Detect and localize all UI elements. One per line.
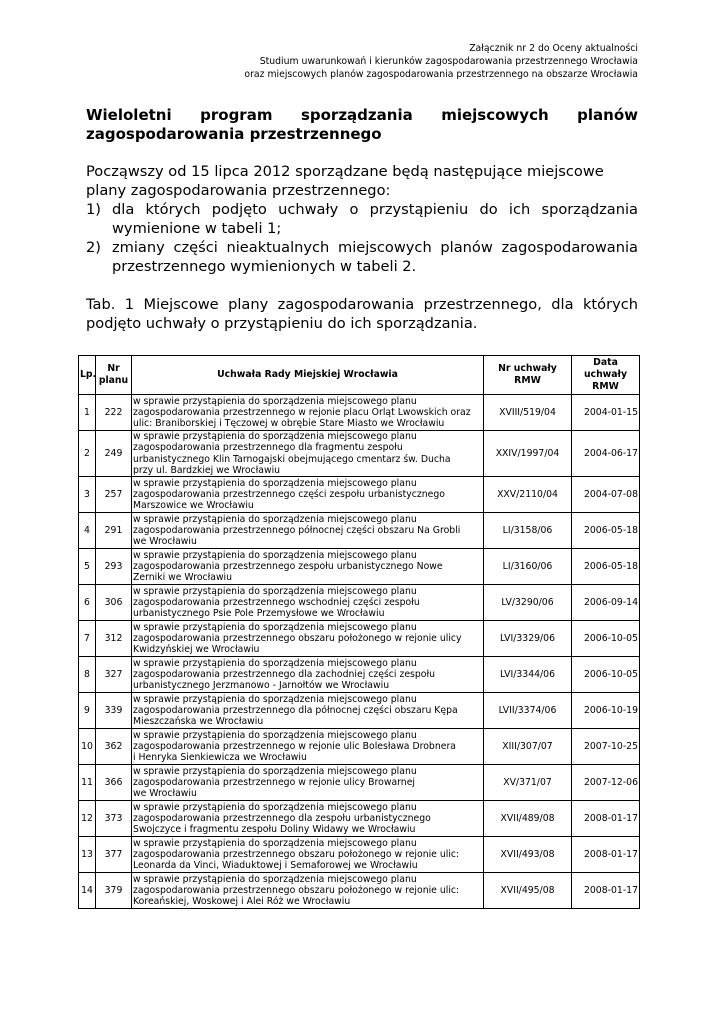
- row-resolution-title: [132, 873, 484, 909]
- row-resolution-date: 2004-01-15: [572, 395, 640, 431]
- row-lp: 5: [79, 549, 96, 585]
- row-plan-number: 339: [96, 693, 132, 729]
- row-resolution-date: 2008-01-17: [572, 837, 640, 873]
- table-row: [79, 395, 640, 431]
- header-line: Załącznik nr 2 do Oceny aktualności: [469, 43, 638, 54]
- table-row: [79, 837, 640, 873]
- resolution-text-line: w sprawie przystąpienia do sporządzenia miejscowego planu: [133, 431, 417, 442]
- row-resolution-title: [132, 801, 484, 837]
- row-resolution-number: XVII/495/08: [484, 873, 572, 909]
- row-resolution-title: [132, 693, 484, 729]
- row-lp: 11: [79, 765, 96, 801]
- resolution-text-line: Żerniki we Wrocławiu: [133, 572, 233, 584]
- row-resolution-title: [132, 431, 484, 477]
- title-word: planów: [577, 106, 638, 124]
- resolution-text-line: w sprawie przystąpienia do sporządzenia miejscowego planu: [133, 873, 417, 885]
- row-lp: 3: [79, 477, 96, 513]
- row-resolution-number: LVI/3344/06: [484, 657, 572, 693]
- intro-text: Począwszy od 15 lipca 2012 sporządzane będą następujące miejscowe: [86, 163, 604, 180]
- resolution-text-line: zagospodarowania przestrzennego wschodniej części zespołu: [133, 597, 420, 609]
- row-resolution-title: [132, 395, 484, 431]
- header-text: uchwały: [583, 369, 628, 380]
- caption-line: Tab. 1 Miejscowe plany zagospodarowania przestrzennego, dla których: [86, 296, 638, 313]
- row-resolution-date: 2004-06-17: [572, 431, 640, 477]
- table-row: [79, 585, 640, 621]
- header-resolution: Uchwała Rady Miejskiej Wrocławia: [132, 356, 484, 395]
- row-resolution-title: [132, 729, 484, 765]
- plans-table: [78, 355, 640, 909]
- row-lp: 12: [79, 801, 96, 837]
- caption-line: podjęto uchwały o przystąpieniu do ich sporządzania.: [86, 315, 478, 332]
- document-title: [86, 106, 638, 144]
- resolution-text-line: w sprawie przystąpienia do sporządzenia miejscowego planu: [133, 837, 417, 849]
- row-plan-number: 377: [96, 837, 132, 873]
- list-text: zmiany części nieaktualnych miejscowych planów zagospodarowania: [112, 239, 638, 256]
- row-resolution-date: 2007-12-06: [572, 765, 640, 801]
- row-resolution-number: XVII/489/08: [484, 801, 572, 837]
- row-resolution-date: 2006-09-14: [572, 585, 640, 621]
- title-line: zagospodarowania przestrzennego: [86, 125, 382, 143]
- row-resolution-date: 2008-01-17: [572, 873, 640, 909]
- row-resolution-title: [132, 765, 484, 801]
- resolution-text-line: przy ul. Bardzkiej we Wrocławiu: [133, 464, 281, 476]
- row-lp: 4: [79, 513, 96, 549]
- resolution-text-line: zagospodarowania przestrzennego północnej części obszaru Na Grobli: [133, 525, 461, 537]
- row-resolution-date: 2004-07-08: [572, 477, 640, 513]
- row-resolution-title: [132, 585, 484, 621]
- resolution-text-line: ulic: Braniborskiej i Tęczowej w obrębie Stare Miasto we Wrocławiu: [133, 418, 445, 430]
- row-resolution-title: [132, 657, 484, 693]
- resolution-text-line: urbanistycznego Jerzmanowo - Jarnołtów we Wrocławiu: [133, 680, 390, 692]
- row-lp: 7: [79, 621, 96, 657]
- header-resolution-date: [572, 356, 640, 395]
- resolution-text-line: Mieszczańska we Wrocławiu: [133, 716, 264, 728]
- resolution-text-line: Swojczyce i fragmentu zespołu Doliny Widawy we Wrocławiu: [133, 824, 416, 836]
- row-resolution-number: LV/3290/06: [484, 585, 572, 621]
- list-item: [86, 200, 638, 238]
- row-plan-number: 379: [96, 873, 132, 909]
- resolution-text-line: zagospodarowania przestrzennego w rejonie ulicy Browarnej: [133, 777, 415, 789]
- resolution-text-line: zagospodarowania przestrzennego obszaru położonego w rejonie ulic:: [133, 885, 460, 897]
- table-row: [79, 477, 640, 513]
- row-plan-number: 257: [96, 477, 132, 513]
- resolution-text-line: w sprawie przystąpienia do sporządzenia miejscowego planu: [133, 801, 417, 813]
- title-word: sporządzania: [300, 106, 413, 124]
- attachment-header: [244, 42, 638, 81]
- intro-line: plany zagospodarowania przestrzennego:: [86, 182, 391, 199]
- resolution-text-line: zagospodarowania przestrzennego w rejonie placu Orląt Lwowskich oraz: [133, 406, 471, 418]
- resolution-text-line: zagospodarowania przestrzennego dla zachodniej części zespołu: [133, 669, 436, 681]
- row-resolution-number: XXIV/1997/04: [484, 431, 572, 477]
- resolution-text-line: w sprawie przystąpienia do sporządzenia miejscowego planu: [133, 657, 417, 669]
- resolution-text-line: w sprawie przystąpienia do sporządzenia miejscowego planu: [133, 729, 417, 741]
- row-resolution-number: XVIII/519/04: [484, 395, 572, 431]
- table-row: [79, 621, 640, 657]
- resolution-text-line: zagospodarowania przestrzennego obszaru położonego w rejonie ulicy: [133, 633, 462, 645]
- row-lp: 10: [79, 729, 96, 765]
- title-word: miejscowych: [441, 106, 549, 124]
- row-plan-number: 362: [96, 729, 132, 765]
- row-lp: 14: [79, 873, 96, 909]
- row-lp: 6: [79, 585, 96, 621]
- row-resolution-title: [132, 549, 484, 585]
- resolution-text-line: w sprawie przystąpienia do sporządzenia miejscowego planu: [133, 477, 417, 489]
- resolution-text-line: w sprawie przystąpienia do sporządzenia miejscowego planu: [133, 513, 417, 525]
- header-text: RMW: [592, 381, 619, 392]
- list-text: dla których podjęto uchwały o przystąpieniu do ich sporządzania: [112, 201, 638, 218]
- row-resolution-number: LI/3158/06: [484, 513, 572, 549]
- resolution-text-line: Leonarda da Vinci, Wiaduktowej i Semaforowej we Wrocławiu: [133, 860, 418, 872]
- row-lp: 13: [79, 837, 96, 873]
- row-resolution-number: LI/3160/06: [484, 549, 572, 585]
- resolution-text-line: urbanistycznego Klin Tarnogajski obejmującego cmentarz św. Ducha: [133, 453, 451, 465]
- list-number: 2): [86, 239, 101, 256]
- table-caption: [86, 295, 638, 333]
- row-resolution-title: [132, 621, 484, 657]
- list-item: [86, 238, 638, 276]
- row-resolution-title: [132, 513, 484, 549]
- header-text: Data: [593, 357, 618, 368]
- table-row: [79, 431, 640, 477]
- title-word: Wieloletni: [86, 106, 172, 124]
- resolution-text-line: Marszowice we Wrocławiu: [133, 500, 254, 512]
- row-resolution-number: LVI/3329/06: [484, 621, 572, 657]
- row-resolution-date: 2006-10-19: [572, 693, 640, 729]
- table-row: [79, 693, 640, 729]
- resolution-text-line: zagospodarowania przestrzennego dla północnej części obszaru Kępa: [133, 705, 458, 717]
- list-text: przestrzennego wymienionych w tabeli 2.: [112, 258, 417, 275]
- row-resolution-number: XV/371/07: [484, 765, 572, 801]
- intro-line: [86, 162, 638, 181]
- resolution-text-line: we Wrocławiu: [133, 536, 197, 548]
- header-lp: Lp.: [79, 356, 96, 395]
- resolution-text-line: zagospodarowania przestrzennego obszaru położonego w rejonie ulic:: [133, 849, 460, 861]
- header-text: planu: [98, 375, 129, 386]
- resolution-text-line: zagospodarowania przestrzennego zespołu urbanistycznego Nowe: [133, 561, 443, 573]
- row-plan-number: 306: [96, 585, 132, 621]
- row-plan-number: 249: [96, 431, 132, 477]
- row-resolution-date: 2006-05-18: [572, 513, 640, 549]
- row-resolution-title: [132, 837, 484, 873]
- resolution-text-line: w sprawie przystąpienia do sporządzenia miejscowego planu: [133, 395, 417, 407]
- resolution-text-line: i Henryka Sienkiewicza we Wrocławiu: [133, 752, 307, 764]
- resolution-text-line: urbanistycznego Psie Pole Przemysłowe we Wrocławiu: [133, 608, 385, 620]
- resolution-text-line: we Wrocławiu: [133, 788, 197, 800]
- resolution-text-line: Koreańskiej, Woskowej i Alei Róż we Wrocławiu: [133, 896, 351, 908]
- row-plan-number: 327: [96, 657, 132, 693]
- header-text: Nr uchwały: [498, 363, 557, 374]
- header-text: Nr: [107, 363, 120, 374]
- resolution-text-line: zagospodarowania przestrzennego dla zespołu urbanistycznego: [133, 813, 431, 825]
- table-row: [79, 657, 640, 693]
- row-plan-number: 291: [96, 513, 132, 549]
- row-plan-number: 293: [96, 549, 132, 585]
- resolution-text-line: zagospodarowania przestrzennego w rejonie ulic Bolesława Drobnera: [133, 741, 456, 753]
- table-row: [79, 549, 640, 585]
- intro-paragraph: [86, 162, 638, 276]
- row-resolution-number: XIII/307/07: [484, 729, 572, 765]
- table-body: [79, 395, 640, 909]
- resolution-text-line: zagospodarowania przestrzennego dla fragmentu zespołu: [133, 442, 403, 454]
- list-text: wymienione w tabeli 1;: [112, 220, 282, 237]
- header-resolution-number: [484, 356, 572, 395]
- list-number: 1): [86, 201, 101, 218]
- row-resolution-date: 2006-10-05: [572, 621, 640, 657]
- row-resolution-title: [132, 477, 484, 513]
- header-line: Studium uwarunkowań i kierunków zagospodarowania przestrzennego Wrocławia: [259, 56, 638, 67]
- table-row: [79, 801, 640, 837]
- row-lp: 2: [79, 431, 96, 477]
- resolution-text-line: zagospodarowania przestrzennego części zespołu urbanistycznego: [133, 489, 445, 501]
- header-line: oraz miejscowych planów zagospodarowania przestrzennego na obszarze Wrocławia: [244, 69, 638, 80]
- table-header-row: [79, 356, 640, 395]
- row-plan-number: 222: [96, 395, 132, 431]
- row-resolution-date: 2007-10-25: [572, 729, 640, 765]
- table-row: [79, 765, 640, 801]
- row-resolution-date: 2006-10-05: [572, 657, 640, 693]
- row-lp: 1: [79, 395, 96, 431]
- table-row: [79, 873, 640, 909]
- row-resolution-date: 2006-05-18: [572, 549, 640, 585]
- row-lp: 8: [79, 657, 96, 693]
- table-row: [79, 729, 640, 765]
- row-resolution-number: LVII/3374/06: [484, 693, 572, 729]
- row-resolution-date: 2008-01-17: [572, 801, 640, 837]
- table-row: [79, 513, 640, 549]
- resolution-text-line: Kwidzyńskiej we Wrocławiu: [133, 644, 260, 656]
- resolution-text-line: w sprawie przystąpienia do sporządzenia miejscowego planu: [133, 549, 417, 561]
- resolution-text-line: w sprawie przystąpienia do sporządzenia miejscowego planu: [133, 621, 417, 633]
- row-plan-number: 312: [96, 621, 132, 657]
- header-plan-number: [96, 356, 132, 395]
- resolution-text-line: w sprawie przystąpienia do sporządzenia miejscowego planu: [133, 765, 417, 777]
- row-plan-number: 373: [96, 801, 132, 837]
- row-lp: 9: [79, 693, 96, 729]
- row-plan-number: 366: [96, 765, 132, 801]
- header-text: RMW: [514, 375, 541, 386]
- resolution-text-line: w sprawie przystąpienia do sporządzenia miejscowego planu: [133, 693, 417, 705]
- row-resolution-number: XXV/2110/04: [484, 477, 572, 513]
- title-word: program: [200, 106, 273, 124]
- row-resolution-number: XVII/493/08: [484, 837, 572, 873]
- resolution-text-line: w sprawie przystąpienia do sporządzenia miejscowego planu: [133, 585, 417, 597]
